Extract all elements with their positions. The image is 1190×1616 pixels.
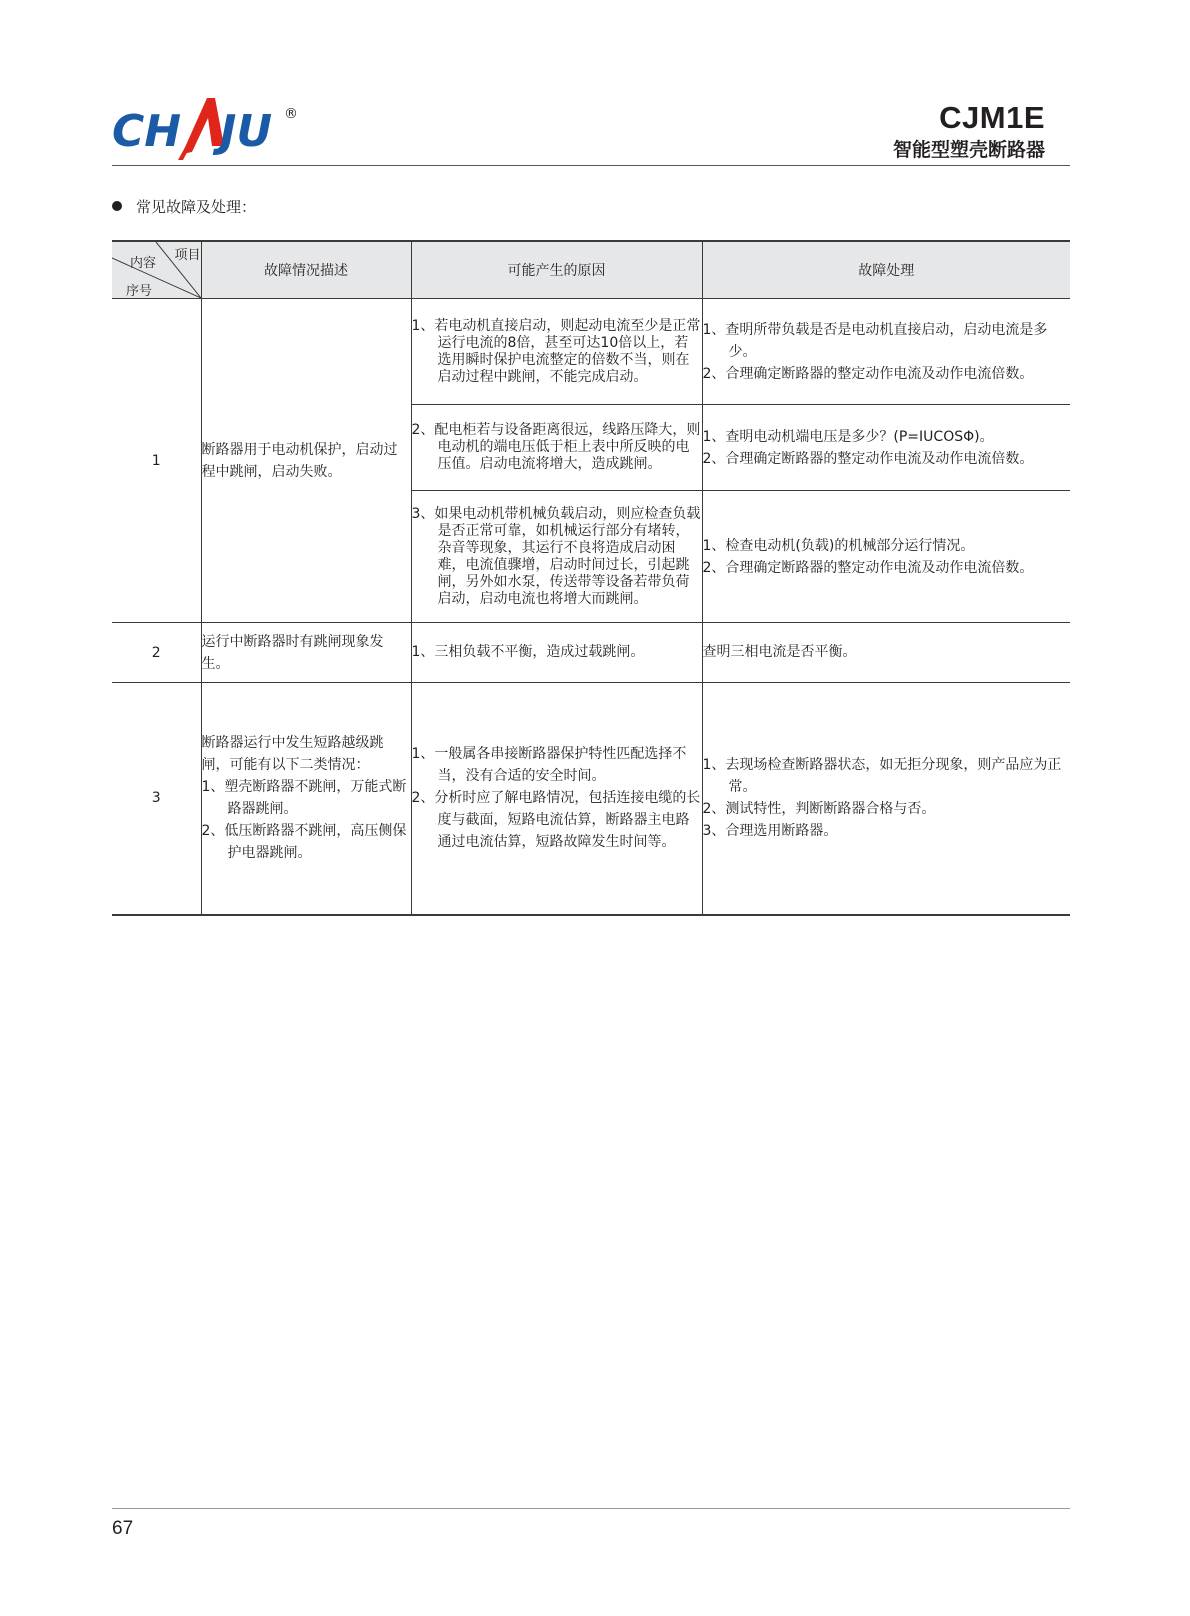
cause-item: 1、一般属各串接断路器保护特性匹配选择不当，没有合适的安全时间。 xyxy=(411,746,687,785)
handling-item: 2、合理确定断路器的整定动作电流及动作电流倍数。 xyxy=(702,450,1034,467)
brand-logo-swoosh xyxy=(178,106,210,160)
row-seq: 2 xyxy=(112,623,201,683)
corner-content-label: 内容 xyxy=(130,256,157,271)
registered-mark: ® xyxy=(284,106,298,122)
handling-item: 1、检查电动机(负载)的机械部分运行情况。 xyxy=(702,537,975,554)
table-row xyxy=(112,299,1070,405)
cause-cell xyxy=(411,299,702,405)
handling-item: 1、查明电动机端电压是多少？(P=IUCOSΦ)。 xyxy=(702,428,994,445)
fault-table xyxy=(112,240,1070,916)
handling-item: 查明三相电流是否平衡。 xyxy=(702,644,857,660)
header-cause: 可能产生的原因 xyxy=(411,241,702,299)
corner-seq-label: 序号 xyxy=(126,284,153,299)
cause-item: 2、配电柜若与设备距离很远，线路压降大，则电动机的端电压低于柜上表中所反映的电压值。启动电流将增大，造成跳闸。 xyxy=(411,422,701,472)
handling-cell xyxy=(702,623,1070,683)
row-description: 断路器用于电动机保护，启动过程中跳闸，启动失败。 xyxy=(201,299,411,623)
model-number: CJM1E xyxy=(939,100,1045,135)
row-seq: 1 xyxy=(112,299,201,623)
page-number: 67 xyxy=(112,1518,134,1539)
row-description: 运行中断路器时有跳闸现象发生。 xyxy=(201,623,411,683)
handling-item: 3、合理选用断路器。 xyxy=(702,823,838,840)
cause-item: 2、分析时应了解电路情况，包括连接电缆的长度与截面，短路电流估算，断路器主电路通过电流估算，短路故障发生时间等。 xyxy=(411,790,701,851)
cause-cell xyxy=(411,491,702,623)
handling-item: 1、查明所带负载是否是电动机直接启动，启动电流是多少。 xyxy=(702,321,1048,360)
cause-cell xyxy=(411,405,702,491)
handling-item: 2、合理确定断路器的整定动作电流及动作电流倍数。 xyxy=(702,365,1034,382)
handling-cell xyxy=(702,299,1070,405)
cause-cell xyxy=(411,683,702,915)
section-title-text: 常见故障及处理： xyxy=(136,198,257,216)
handling-item: 1、去现场检查断路器状态，如无拒分现象，则产品应为正常。 xyxy=(702,757,1062,796)
corner-item-label: 项目 xyxy=(174,248,201,263)
table-header-row xyxy=(112,241,1070,299)
header-handling: 故障处理 xyxy=(702,241,1070,299)
table-row xyxy=(112,623,1070,683)
handling-item: 2、测试特性，判断断路器合格与否。 xyxy=(702,801,936,818)
header-description: 故障情况描述 xyxy=(201,241,411,299)
handling-cell xyxy=(702,683,1070,915)
handling-cell xyxy=(702,405,1070,491)
cause-item: 1、若电动机直接启动，则起动电流至少是正常运行电流的8倍，甚至可达10倍以上，若选用瞬时保护电流整定的倍数不当，则在启动过程中跳闸，不能完成启动。 xyxy=(411,317,701,385)
bullet-icon xyxy=(112,201,122,211)
brand-logo-text: CH xyxy=(112,106,182,157)
handling-cell xyxy=(702,491,1070,623)
product-name: 智能型塑壳断路器 xyxy=(892,139,1045,161)
row-description xyxy=(201,683,411,915)
cause-item: 1、三相负载不平衡，造成过载跳闸。 xyxy=(411,644,645,660)
description-line: 2、低压断路器不跳闸，高压侧保护电器跳闸。 xyxy=(201,823,407,862)
corner-header-cell xyxy=(112,241,201,299)
header-divider xyxy=(112,165,1070,166)
footer-divider xyxy=(112,1508,1070,1509)
handling-item: 2、合理确定断路器的整定动作电流及动作电流倍数。 xyxy=(702,559,1034,576)
description-line: 1、塑壳断路器不跳闸，万能式断路器跳闸。 xyxy=(201,779,407,818)
brand-logo xyxy=(112,96,312,168)
row-seq: 3 xyxy=(112,683,201,915)
section-title xyxy=(112,196,256,217)
cause-item: 3、如果电动机带机械负载启动，则应检查负载是否正常可靠，如机械运行部分有堵转，杂音等现象，其运行不良将造成启动困难，电流值骤增，启动时间过长，引起跳闸，另外如水泵，传送带等设备若带负荷启动，启动电流也将增大而跳闸。 xyxy=(411,505,701,607)
brand-logo-text-end: JU xyxy=(220,106,273,157)
table-row xyxy=(112,683,1070,915)
description-line: 断路器运行中发生短路越级跳闸，可能有以下二类情况： xyxy=(201,735,384,774)
cause-cell xyxy=(411,623,702,683)
